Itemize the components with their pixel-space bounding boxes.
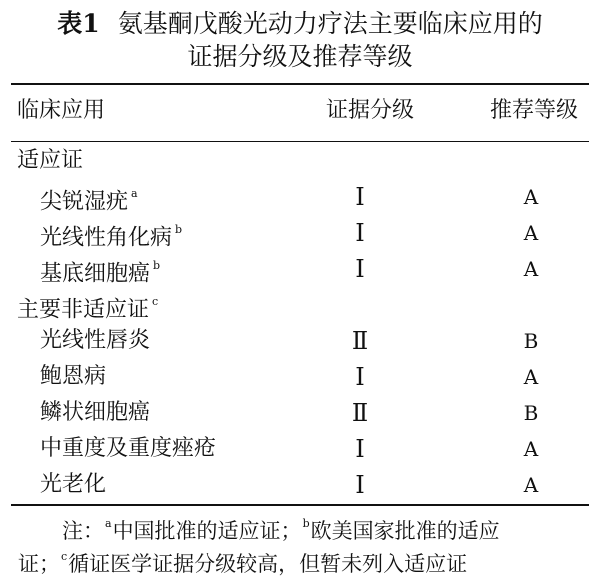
application-name: 光线性唇炎 (40, 328, 151, 353)
footnote-mark: c (152, 295, 159, 308)
header-clinical-application: 临床应用 (17, 98, 106, 123)
evidence-level: Ⅰ (355, 219, 365, 247)
application-name: 鲍恩病 (40, 364, 107, 389)
table-row (0, 179, 600, 215)
table-row (0, 467, 600, 503)
table-bottom-rule (11, 504, 589, 506)
table-title-line-1 (0, 9, 600, 39)
evidence-level: Ⅰ (355, 435, 365, 463)
table-row (0, 431, 600, 467)
footnote-mark: b (153, 259, 161, 272)
table-row (0, 323, 600, 359)
footnote-mark: b (175, 223, 183, 236)
recommendation-grade: A (523, 437, 539, 461)
evidence-level: Ⅰ (355, 363, 365, 391)
recommendation-grade: A (523, 365, 539, 389)
footnote-mark: c (61, 550, 68, 563)
evidence-level: Ⅰ (355, 471, 365, 499)
footnote-mark: a (105, 517, 112, 530)
table-top-rule (11, 83, 589, 85)
header-recommendation-grade: 推荐等级 (490, 98, 579, 123)
category-row (0, 143, 600, 179)
table-row (0, 251, 600, 287)
footnote-mark: a (131, 187, 138, 200)
application-name: 尖锐湿疣 $^a$ (40, 187, 138, 215)
application-name: 基底细胞癌 $^b$ (40, 259, 161, 287)
recommendation-grade: A (523, 473, 539, 497)
header-evidence-level: 证据分级 (326, 98, 415, 123)
evidence-level: Ⅰ (355, 183, 365, 211)
table-row (0, 359, 600, 395)
table-note-line-2: 证；$^c$循证医学证据分级较高，但暂未列入适应证 (18, 550, 468, 576)
evidence-level: Ⅱ (351, 399, 369, 427)
recommendation-grade: A (523, 185, 539, 209)
recommendation-grade: B (523, 401, 539, 425)
table-row (0, 395, 600, 431)
application-name: 鳞状细胞癌 (40, 400, 151, 425)
category-row (0, 287, 600, 323)
table-title-text: 氨基酮戊酸光动力疗法主要临床应用的 (117, 9, 543, 38)
table-title-line-2: 证据分级及推荐等级 (187, 42, 413, 71)
application-name: 中重度及重度痤疮 (40, 436, 217, 461)
recommendation-grade: A (523, 257, 539, 281)
evidence-level: Ⅰ (355, 255, 365, 283)
table-note-line-1: 注：$^a$中国批准的适应证；$^b$欧美国家批准的适应 (62, 517, 500, 543)
header-rule (11, 141, 589, 142)
recommendation-grade: A (523, 221, 539, 245)
footnote-mark: b (302, 517, 310, 530)
recommendation-grade: B (523, 329, 539, 353)
table-row (0, 215, 600, 251)
evidence-level: Ⅱ (351, 327, 369, 355)
application-name: 光线性角化病 $^b$ (40, 223, 183, 251)
category-label: 主要非适应证 $^c$ (17, 295, 159, 323)
table-number: 表1 (57, 9, 100, 38)
category-label: 适应证 (17, 148, 84, 173)
application-name: 光老化 (40, 472, 107, 497)
